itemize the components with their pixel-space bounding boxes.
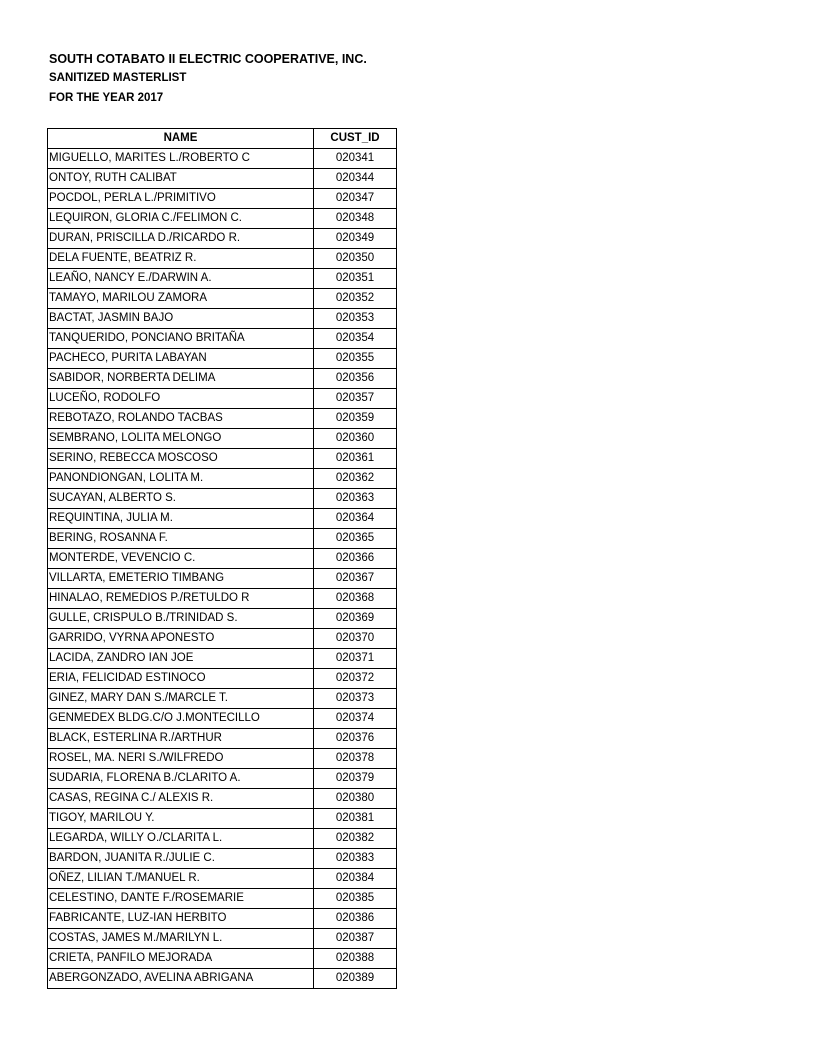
table-row xyxy=(48,669,397,689)
customer-id-cell: 020372 xyxy=(314,669,397,689)
customer-name-cell: LACIDA, ZANDRO IAN JOE xyxy=(48,649,314,669)
customer-name-cell: BLACK, ESTERLINA R./ARTHUR xyxy=(48,729,314,749)
customer-name-cell: PANONDIONGAN, LOLITA M. xyxy=(48,469,314,489)
customer-id-cell: 020386 xyxy=(314,909,397,929)
table-header-row xyxy=(48,129,397,149)
customer-id-cell: 020369 xyxy=(314,609,397,629)
table-row xyxy=(48,269,397,289)
customer-id-cell: 020355 xyxy=(314,349,397,369)
customer-id-cell: 020384 xyxy=(314,869,397,889)
table-row xyxy=(48,909,397,929)
customer-id-cell: 020378 xyxy=(314,749,397,769)
document-subtitle: SANITIZED MASTERLIST xyxy=(49,72,187,84)
table-row xyxy=(48,829,397,849)
table-row xyxy=(48,689,397,709)
customer-id-cell: 020381 xyxy=(314,809,397,829)
customer-id-cell: 020360 xyxy=(314,429,397,449)
customer-name-cell: CELESTINO, DANTE F./ROSEMARIE xyxy=(48,889,314,909)
customer-name-cell: LEAÑO, NANCY E./DARWIN A. xyxy=(48,269,314,289)
customer-id-cell: 020366 xyxy=(314,549,397,569)
column-header-cust-id: CUST_ID xyxy=(314,129,397,149)
table-row xyxy=(48,489,397,509)
table-row xyxy=(48,729,397,749)
customer-id-cell: 020364 xyxy=(314,509,397,529)
customer-name-cell: ROSEL, MA. NERI S./WILFREDO xyxy=(48,749,314,769)
table-row xyxy=(48,809,397,829)
customer-id-cell: 020350 xyxy=(314,249,397,269)
customer-id-cell: 020348 xyxy=(314,209,397,229)
table-row xyxy=(48,329,397,349)
table-row xyxy=(48,869,397,889)
customer-id-cell: 020380 xyxy=(314,789,397,809)
table-row xyxy=(48,349,397,369)
table-header xyxy=(48,129,397,149)
customer-name-cell: SUDARIA, FLORENA B./CLARITO A. xyxy=(48,769,314,789)
customer-id-cell: 020344 xyxy=(314,169,397,189)
table-row xyxy=(48,229,397,249)
masterlist-table xyxy=(47,128,397,989)
table-row xyxy=(48,449,397,469)
customer-id-cell: 020376 xyxy=(314,729,397,749)
customer-id-cell: 020354 xyxy=(314,329,397,349)
customer-id-cell: 020387 xyxy=(314,929,397,949)
table-row xyxy=(48,929,397,949)
table-row xyxy=(48,789,397,809)
table-row xyxy=(48,709,397,729)
customer-id-cell: 020370 xyxy=(314,629,397,649)
customer-name-cell: BERING, ROSANNA F. xyxy=(48,529,314,549)
customer-id-cell: 020388 xyxy=(314,949,397,969)
table-row xyxy=(48,569,397,589)
customer-name-cell: LEQUIRON, GLORIA C./FELIMON C. xyxy=(48,209,314,229)
customer-name-cell: MONTERDE, VEVENCIO C. xyxy=(48,549,314,569)
customer-name-cell: OÑEZ, LILIAN T./MANUEL R. xyxy=(48,869,314,889)
customer-name-cell: MIGUELLO, MARITES L./ROBERTO C xyxy=(48,149,314,169)
table-row xyxy=(48,609,397,629)
customer-id-cell: 020341 xyxy=(314,149,397,169)
customer-name-cell: PACHECO, PURITA LABAYAN xyxy=(48,349,314,369)
customer-name-cell: GENMEDEX BLDG.C/O J.MONTECILLO xyxy=(48,709,314,729)
customer-id-cell: 020363 xyxy=(314,489,397,509)
table-row xyxy=(48,369,397,389)
document-year-line: FOR THE YEAR 2017 xyxy=(49,92,164,104)
customer-name-cell: VILLARTA, EMETERIO TIMBANG xyxy=(48,569,314,589)
customer-name-cell: DELA FUENTE, BEATRIZ R. xyxy=(48,249,314,269)
customer-id-cell: 020359 xyxy=(314,409,397,429)
customer-id-cell: 020357 xyxy=(314,389,397,409)
customer-id-cell: 020383 xyxy=(314,849,397,869)
table-row xyxy=(48,289,397,309)
customer-id-cell: 020361 xyxy=(314,449,397,469)
customer-id-cell: 020373 xyxy=(314,689,397,709)
customer-name-cell: BARDON, JUANITA R./JULIE C. xyxy=(48,849,314,869)
customer-id-cell: 020347 xyxy=(314,189,397,209)
customer-id-cell: 020349 xyxy=(314,229,397,249)
customer-name-cell: CASAS, REGINA C./ ALEXIS R. xyxy=(48,789,314,809)
customer-name-cell: GARRIDO, VYRNA APONESTO xyxy=(48,629,314,649)
table-row xyxy=(48,649,397,669)
table-row xyxy=(48,169,397,189)
customer-id-cell: 020374 xyxy=(314,709,397,729)
customer-id-cell: 020368 xyxy=(314,589,397,609)
customer-id-cell: 020367 xyxy=(314,569,397,589)
table-row xyxy=(48,389,397,409)
customer-name-cell: LUCEÑO, RODOLFO xyxy=(48,389,314,409)
table-row xyxy=(48,589,397,609)
customer-name-cell: CRIETA, PANFILO MEJORADA xyxy=(48,949,314,969)
customer-name-cell: GINEZ, MARY DAN S./MARCLE T. xyxy=(48,689,314,709)
customer-id-cell: 020352 xyxy=(314,289,397,309)
table-body xyxy=(48,149,397,989)
customer-name-cell: HINALAO, REMEDIOS P./RETULDO R xyxy=(48,589,314,609)
table-row xyxy=(48,549,397,569)
table-row xyxy=(48,529,397,549)
customer-name-cell: TIGOY, MARILOU Y. xyxy=(48,809,314,829)
table-row xyxy=(48,509,397,529)
table-row xyxy=(48,629,397,649)
customer-name-cell: ERIA, FELICIDAD ESTINOCO xyxy=(48,669,314,689)
table-row xyxy=(48,209,397,229)
customer-id-cell: 020353 xyxy=(314,309,397,329)
table-row xyxy=(48,469,397,489)
customer-name-cell: REBOTAZO, ROLANDO TACBAS xyxy=(48,409,314,429)
customer-id-cell: 020382 xyxy=(314,829,397,849)
customer-name-cell: DURAN, PRISCILLA D./RICARDO R. xyxy=(48,229,314,249)
customer-name-cell: TANQUERIDO, PONCIANO BRITAÑA xyxy=(48,329,314,349)
customer-id-cell: 020356 xyxy=(314,369,397,389)
table-row xyxy=(48,249,397,269)
customer-id-cell: 020365 xyxy=(314,529,397,549)
customer-id-cell: 020379 xyxy=(314,769,397,789)
customer-id-cell: 020362 xyxy=(314,469,397,489)
customer-name-cell: SERINO, REBECCA MOSCOSO xyxy=(48,449,314,469)
table-row xyxy=(48,749,397,769)
table-row xyxy=(48,949,397,969)
customer-name-cell: SUCAYAN, ALBERTO S. xyxy=(48,489,314,509)
customer-name-cell: LEGARDA, WILLY O./CLARITA L. xyxy=(48,829,314,849)
table-row xyxy=(48,409,397,429)
customer-id-cell: 020371 xyxy=(314,649,397,669)
column-header-name: NAME xyxy=(48,129,314,149)
customer-name-cell: TAMAYO, MARILOU ZAMORA xyxy=(48,289,314,309)
customer-id-cell: 020389 xyxy=(314,969,397,989)
customer-id-cell: 020351 xyxy=(314,269,397,289)
table-row xyxy=(48,149,397,169)
table-row xyxy=(48,309,397,329)
table-row xyxy=(48,849,397,869)
customer-name-cell: ABERGONZADO, AVELINA ABRIGANA xyxy=(48,969,314,989)
customer-name-cell: SEMBRANO, LOLITA MELONGO xyxy=(48,429,314,449)
table-row xyxy=(48,429,397,449)
customer-name-cell: BACTAT, JASMIN BAJO xyxy=(48,309,314,329)
table-row xyxy=(48,969,397,989)
customer-name-cell: POCDOL, PERLA L./PRIMITIVO xyxy=(48,189,314,209)
document-header xyxy=(49,50,367,108)
table-row xyxy=(48,189,397,209)
customer-id-cell: 020385 xyxy=(314,889,397,909)
customer-name-cell: SABIDOR, NORBERTA DELIMA xyxy=(48,369,314,389)
customer-name-cell: GULLE, CRISPULO B./TRINIDAD S. xyxy=(48,609,314,629)
customer-name-cell: ONTOY, RUTH CALIBAT xyxy=(48,169,314,189)
table-row xyxy=(48,769,397,789)
document-title: SOUTH COTABATO II ELECTRIC COOPERATIVE, INC. xyxy=(49,52,367,66)
customer-name-cell: FABRICANTE, LUZ-IAN HERBITO xyxy=(48,909,314,929)
customer-name-cell: COSTAS, JAMES M./MARILYN L. xyxy=(48,929,314,949)
customer-name-cell: REQUINTINA, JULIA M. xyxy=(48,509,314,529)
table-row xyxy=(48,889,397,909)
